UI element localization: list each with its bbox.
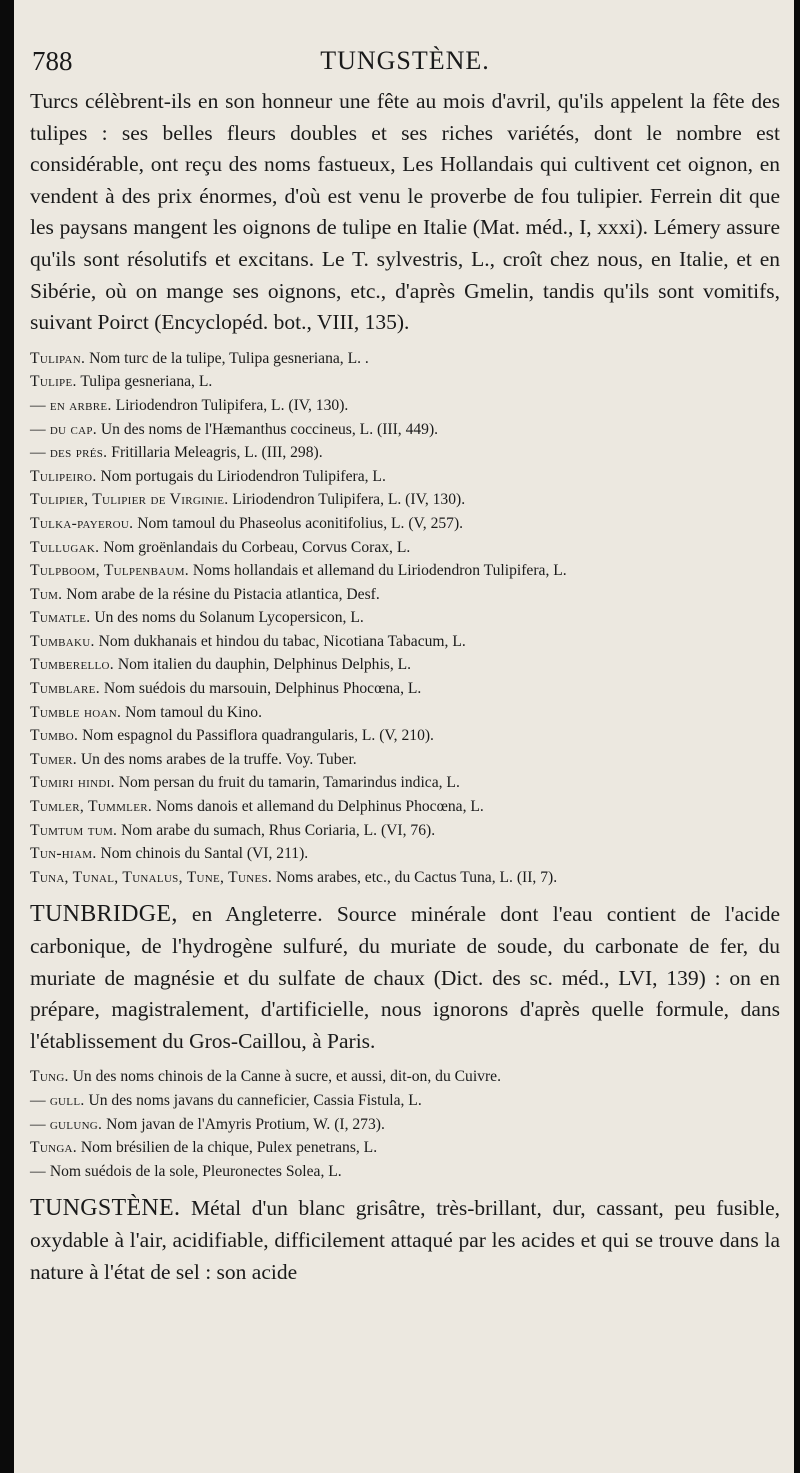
dictionary-entry	[30, 677, 780, 701]
entry-text: Nom tamoul du Phaseolus aconitifolius, L. (V, 257).	[137, 514, 464, 532]
entry-head: —	[30, 396, 46, 414]
entry-text: Noms hollandais et allemand du Liriodendron Tulipifera, L.	[192, 562, 567, 580]
running-head: TUNGSTÈNE.	[320, 46, 490, 75]
entry-text: Un des noms de l'Hæmanthus coccineus, L. (III, 449).	[100, 420, 439, 438]
entry-text: Nom groënlandais du Corbeau, Corvus Corax, L.	[103, 538, 411, 556]
entry-head: Tum.	[30, 585, 63, 603]
dictionary-entry	[30, 394, 780, 418]
entry-head: Tung.	[30, 1068, 69, 1086]
dictionary-entry	[30, 701, 780, 725]
entry-head: Tumblare.	[30, 680, 100, 698]
entry-text: Nom arabe du sumach, Rhus Coriaria, L. (VI, 76).	[121, 821, 436, 839]
entry-head: —	[30, 1091, 46, 1109]
dictionary-entry	[30, 347, 780, 371]
entry-text: Un des noms arabes de la truffe. Voy. Tuber.	[80, 750, 357, 768]
entry-text: Nom brésilien de la chique, Pulex penetrans, L.	[80, 1139, 378, 1157]
book-page	[14, 0, 794, 1473]
entry-head: —	[30, 1162, 46, 1180]
page-number: 788	[32, 46, 73, 76]
dictionary-entry	[30, 842, 780, 866]
entry-text: Tulipa gesneriana, L.	[80, 373, 213, 391]
entry-head: Tumiri hindi.	[30, 774, 115, 792]
entry-text: Nom turc de la tulipe, Tulipa gesneriana, L. .	[89, 349, 369, 367]
entry-head: —	[30, 420, 46, 438]
entry-head: Tulipan.	[30, 349, 86, 367]
dictionary-entry	[30, 748, 780, 772]
entry-text: Un des noms du Solanum Lycopersicon, L.	[94, 609, 364, 627]
entry-text: Un des noms javans du canneficier, Cassia Fistula, L.	[88, 1091, 422, 1109]
dictionary-entry	[30, 583, 780, 607]
dictionary-entry	[30, 653, 780, 677]
entry-subhead: gull.	[49, 1091, 85, 1109]
dictionary-entry	[30, 441, 780, 465]
entry-subhead: des prés.	[49, 444, 108, 462]
entry-text: Noms arabes, etc., du Cactus Tuna, L. (II, 7).	[276, 868, 558, 886]
entry-head: Tumble hoan.	[30, 703, 122, 721]
entry-subhead: du cap.	[49, 420, 97, 438]
entry-head: —	[30, 444, 46, 462]
entry-head: Tumtum tum.	[30, 821, 118, 839]
entry-text: Liriodendron Tulipifera, L. (IV, 130).	[232, 491, 466, 509]
dictionary-entry	[30, 724, 780, 748]
entry-text: Liriodendron Tulipifera, L. (IV, 130).	[115, 396, 349, 414]
article-text: en Angleterre. Source minérale dont l'eau contient de l'acide carbonique, de l'hydrogène sulfuré, du muriate de soude, du carbonate de fer, du muriate de magnésie et du sulfate de chaux (Dict. des sc. méd., LVI, 139) : on en prépare, magistralement, d'artificielle, nous ignorons d'après quelle formule, dans l'établissement du Gros-Caillou, à Paris.	[30, 902, 780, 1053]
entry-text: Nom arabe de la résine du Pistacia atlantica, Desf.	[66, 585, 380, 603]
entry-head: Tulpboom, Tulpenbaum.	[30, 562, 189, 580]
entry-text: Nom tamoul du Kino.	[125, 703, 262, 721]
entry-text: Un des noms chinois de la Canne à sucre, et aussi, dit-on, du Cuivre.	[72, 1068, 501, 1086]
dictionary-entry	[30, 866, 780, 890]
entry-head: Tun-hiam.	[30, 845, 97, 863]
entry-text: Nom suédois de la sole, Pleuronectes Solea, L.	[49, 1162, 342, 1180]
dictionary-entry	[30, 418, 780, 442]
entry-head: Tulipe.	[30, 373, 77, 391]
dictionary-entry	[30, 1113, 780, 1137]
entry-text: Noms danois et allemand du Delphinus Phocœna, L.	[155, 798, 484, 816]
entry-head: Tulipeiro.	[30, 467, 97, 485]
dictionary-entry	[30, 1065, 780, 1089]
entry-head: Tullugak.	[30, 538, 100, 556]
entry-text: Fritillaria Meleagris, L. (III, 298).	[111, 444, 323, 462]
entry-head: Tulka-payerou.	[30, 514, 134, 532]
entry-head: —	[30, 1115, 46, 1133]
entry-text: Nom persan du fruit du tamarin, Tamarindus indica, L.	[118, 774, 460, 792]
entry-text: Nom javan de l'Amyris Protium, W. (I, 273).	[106, 1115, 385, 1133]
tunbridge-article	[30, 899, 780, 1057]
entry-list-1	[30, 347, 780, 890]
entry-subhead: en arbre.	[49, 396, 112, 414]
dictionary-entry	[30, 819, 780, 843]
dictionary-entry	[30, 465, 780, 489]
entry-head: Tumbaku.	[30, 632, 95, 650]
dictionary-entry	[30, 559, 780, 583]
dictionary-entry	[30, 771, 780, 795]
dictionary-entry	[30, 1136, 780, 1160]
dictionary-entry	[30, 370, 780, 394]
entry-text: Nom suédois du marsouin, Delphinus Phocœna, L.	[103, 680, 422, 698]
page-header	[30, 46, 780, 86]
dictionary-entry	[30, 795, 780, 819]
tungstene-article	[30, 1193, 780, 1288]
dictionary-entry	[30, 1089, 780, 1113]
headword: TUNGSTÈNE.	[30, 1195, 181, 1222]
dictionary-entry	[30, 512, 780, 536]
entry-head: Tumer.	[30, 750, 78, 768]
entry-head: Tumberello.	[30, 656, 114, 674]
entry-head: Tumatle.	[30, 609, 91, 627]
entry-list-2	[30, 1065, 780, 1183]
dictionary-entry	[30, 488, 780, 512]
entry-subhead: gulung.	[49, 1115, 103, 1133]
entry-text: Nom portugais du Liriodendron Tulipifera, L.	[100, 467, 386, 485]
headword: TUNBRIDGE,	[30, 901, 178, 928]
entry-text: Nom espagnol du Passiflora quadrangularis, L. (V, 210).	[82, 727, 434, 745]
entry-head: Tuna, Tunal, Tunalus, Tune, Tunes.	[30, 868, 273, 886]
entry-head: Tumler, Tummler.	[30, 798, 153, 816]
intro-paragraph: Turcs célèbrent-ils en son honneur une fête au mois d'avril, qu'ils appelent la fête des tulipes : ses belles fleurs doubles et ses riches variétés, dont le nombre est considérable, ont reçu des noms fastueux, Les Hollandais qui cultivent cet oignon, en vendent à des prix énormes, d'où est venu le proverbe de fou tulipier. Ferrein dit que les paysans mangent les oignons de tulipe en Italie (Mat. méd., I, xxxi). Lémery assure qu'ils sont résolutifs et excitans. Le T. sylvestris, L., croît chez nous, en Italie, et en Sibérie, où on mange ses oignons, etc., d'après Gmelin, tandis qu'ils sont vomitifs, suivant Poirct (Encyclopéd. bot., VIII, 135).	[30, 89, 780, 335]
entry-head: Tumbo.	[30, 727, 79, 745]
entry-text: Nom italien du dauphin, Delphinus Delphis, L.	[117, 656, 412, 674]
article-text: Métal d'un blanc grisâtre, très-brillant, dur, cassant, peu fusible, oxydable à l'air, acidifiable, difficilement attaqué par les acides et qui se trouve dans la nature à l'état de sel : son acide	[30, 1196, 780, 1284]
dictionary-entry	[30, 606, 780, 630]
entry-head: Tunga.	[30, 1139, 77, 1157]
dictionary-entry	[30, 630, 780, 654]
entry-text: Nom chinois du Santal (VI, 211).	[100, 845, 309, 863]
entry-head: Tulipier, Tulipier de Virginie.	[30, 491, 229, 509]
entry-text: Nom dukhanais et hindou du tabac, Nicotiana Tabacum, L.	[98, 632, 466, 650]
dictionary-entry	[30, 1160, 780, 1184]
dictionary-entry	[30, 536, 780, 560]
